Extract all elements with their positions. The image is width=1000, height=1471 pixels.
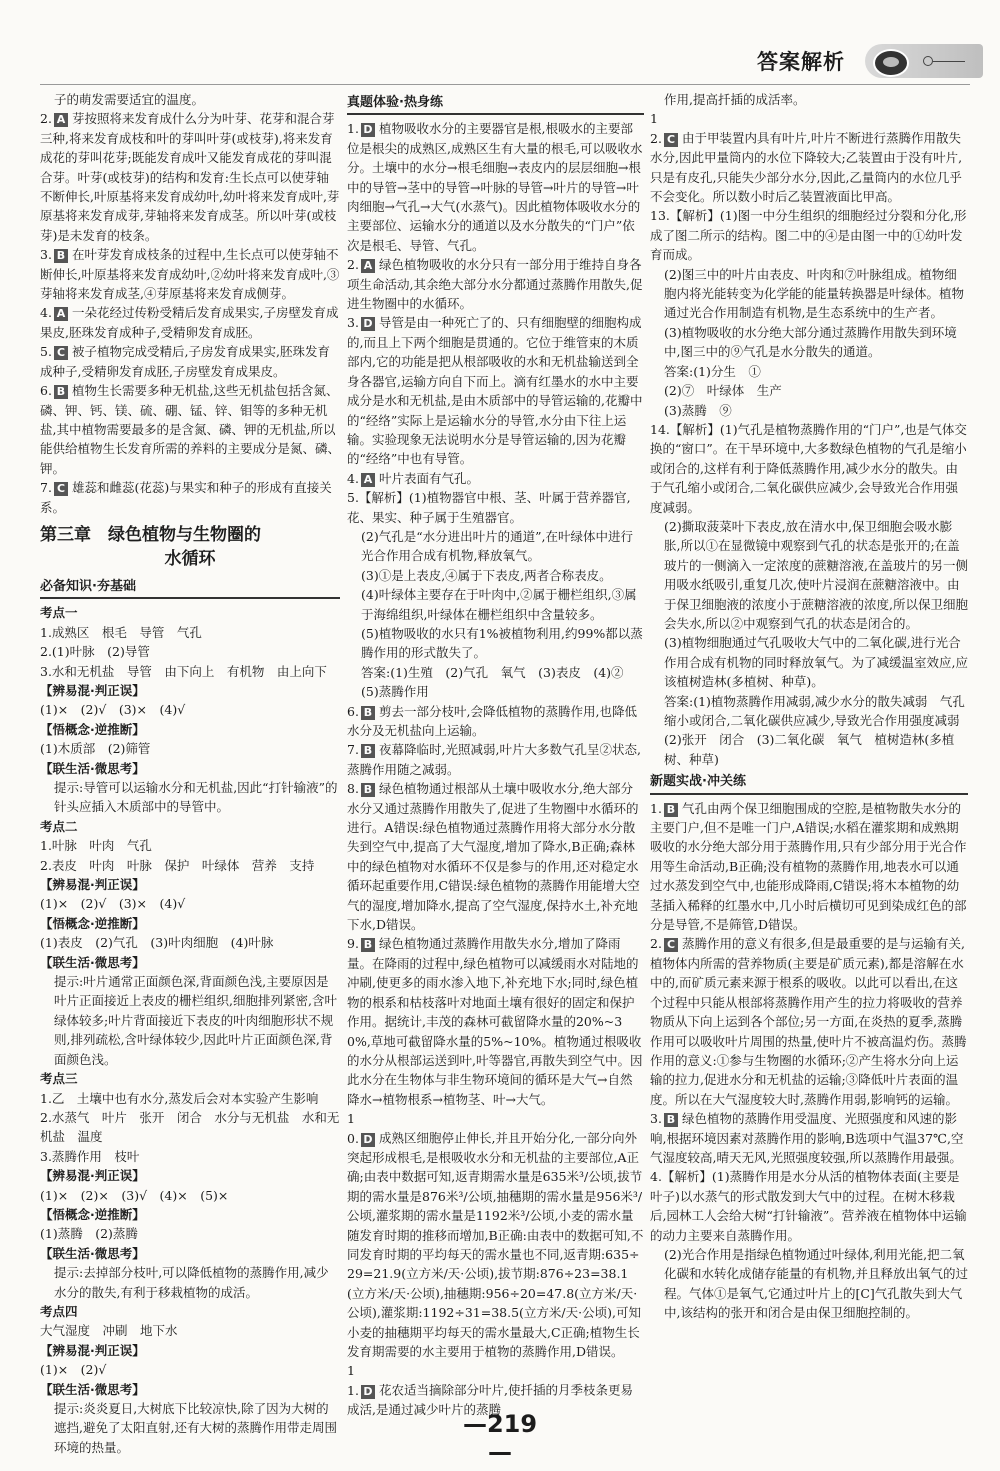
answer-key: B	[54, 385, 68, 399]
item-number: 2.	[347, 257, 359, 273]
item-text: (3)植物吸收的水分绝大部分通过蒸腾作用散失到环境中,图三中的⑨气孔是水分散失的通道。	[664, 324, 957, 360]
item-text: (1)× (2)× (3)√ (4)× (5)×	[40, 1187, 229, 1203]
answer-item	[40, 381, 340, 478]
item-number: 4.	[347, 470, 359, 486]
key-icon	[923, 56, 967, 66]
section-tag: 【联生活·微思考】	[40, 1381, 145, 1397]
key-point-title: 考点四	[40, 1303, 78, 1319]
answer-item	[650, 799, 968, 935]
item-text: 13.【解析】(1)图一中分生组织的细胞经过分裂和分化,形成了图二所示的结构。图二中的④是由图一中的①幼叶发育而成。	[650, 208, 967, 263]
answer-item	[40, 245, 340, 303]
text-line	[40, 700, 340, 719]
text-line	[650, 633, 968, 691]
item-number: 9.	[347, 936, 359, 952]
text-line	[40, 836, 340, 855]
answer-item	[347, 469, 644, 488]
item-text: 提示:炎炎夏日,大树底下比较凉快,除了因为大树的遮挡,避免了太阳直射,还有大树的蒸腾作用带走周围环境的热量。	[54, 1401, 337, 1455]
item-text: (1)表皮 (2)气孔 (3)叶肉细胞 (4)叶脉	[40, 935, 274, 951]
item-text: 2.(1)叶脉 (2)导管	[40, 644, 150, 660]
item-text: (4)叶绿体主要存在于叶肉中,②属于栅栏组织,③属于海绵组织,叶绿体在栅栏组织中含量较多。	[361, 587, 637, 622]
item-number: 1.	[347, 121, 359, 137]
section-tag: 【辨易混·判正误】	[40, 877, 145, 893]
text-line	[650, 90, 968, 109]
item-text: 被子植物完成受精后,子房发育成果实,胚珠发育成种子,受精卵发育成胚,子房壁发育成果皮。	[40, 344, 330, 379]
item-text: 绿色植物通过根部从土壤中吸收水分,绝大部分水分又通过蒸腾作用散失了,促进了生物圈中水循环的进行。A错误:绿色植物通过蒸腾作用将大部分水分散失到空气中,提高了大气湿度,增加了降水,B正确;森林中的绿色植物对水循环不仅是参与的作用,还对稳定水循环起重要作用,C错误:绿色植物的蒸腾作用能增大空气的湿度,增加降水,提高了空气湿度,保持水土,补充地下水,D错误。	[347, 781, 640, 933]
answer-item	[40, 478, 340, 517]
item-text: (1)× (2)√ (3)× (4)√	[40, 702, 186, 718]
text-line	[650, 206, 968, 264]
section-heading: 真题体验·热身练	[347, 93, 644, 115]
item-number: 7.	[347, 742, 359, 758]
text-line	[650, 1167, 968, 1245]
text-line	[40, 1399, 340, 1457]
item-number: 11.	[347, 1363, 359, 1398]
answer-key: B	[361, 744, 375, 758]
answer-item	[347, 313, 644, 468]
item-text: 1.乙 土壤中也有水分,蒸发后会对本实验产生影响	[40, 1090, 319, 1106]
item-number: 4.	[40, 305, 52, 321]
key-point-title: 考点二	[40, 818, 78, 834]
answer-item	[347, 740, 644, 779]
text-line	[40, 1108, 340, 1147]
text-line	[40, 894, 340, 913]
item-text: (2)⑦ 叶绿体 生产	[664, 383, 782, 399]
item-text: 4.【解析】(1)蒸腾作用是水分从活的植物体表面(主要是叶子)以水蒸气的形式散发到大气中的过程。在树木移栽后,园林工人会给大树“打针输液”。营养液在植物体中运输的动力主要来自蒸腾作用。	[650, 1169, 967, 1243]
text-line	[650, 692, 972, 770]
answer-key: D	[361, 1385, 375, 1399]
item-text: 夜幕降临时,光照减弱,叶片大多数气孔呈②状态,蒸腾作用随之减弱。	[347, 742, 641, 777]
item-text: 绿色植物吸收的水分只有一部分用于维持自身各项生命活动,其余绝大部分水分都通过蒸腾作用散失,促进生物圈中的水循环。	[347, 257, 643, 312]
item-text: 雄蕊和雌蕊(花蕊)与果实和种子的形成有直接关系。	[40, 480, 332, 515]
text-line	[40, 1360, 340, 1379]
text-line	[40, 642, 340, 661]
section-tag: 【悟概念·逆推断】	[40, 721, 145, 737]
answer-item	[347, 779, 644, 934]
item-text: 3.水和无机盐 导管 由下向上 有机物 由上向下	[40, 663, 327, 679]
column-right	[650, 90, 972, 1323]
answer-key: A	[54, 307, 68, 321]
item-number: 2.	[650, 936, 662, 952]
key-point-title: 考点一	[40, 605, 78, 621]
text-line	[40, 1089, 340, 1108]
logo-icon	[873, 49, 909, 77]
section-tag: 【辨易混·判正误】	[40, 1342, 145, 1358]
item-number: 3.	[650, 1111, 662, 1127]
answer-key: C	[664, 133, 678, 147]
item-text: 1.成熟区 根毛 导管 气孔	[40, 624, 202, 640]
item-text: 1.叶脉 叶肉 气孔	[40, 838, 152, 854]
item-text: 芽按照将来发育成什么分为叶芽、花芽和混合芽三种,将来发育成枝和叶的芽叫叶芽(或枝芽),将来发育成花的芽叫花芽;既能发育成叶又能发育成花的芽叫混合芽。叶芽(或枝芽)的结构和发育:生长点可以使芽轴不断伸长,叶原基将来发育成幼叶,幼叶将来发育成叶,芽原基将来发育成芽,芽轴将来发育成茎。所以叶芽(或枝芽)是未发育的枝条。	[40, 111, 340, 243]
item-text: (2)图三中的叶片由表皮、叶肉和⑦叶脉组成。植物细胞内将光能转变为化学能的能量转换器是叶绿体。植物通过光合作用制造有机物,是生态系统中的生产者。	[664, 266, 965, 321]
item-text: 蒸腾作用的意义有很多,但是最重要的是与运输有关,植物体内所需的营养物质(主要是矿质元素),都是溶解在水中的,而矿质元素来源于根系的吸收。以此可以看出,在这个过程中只能从根部将蒸腾作用产生的拉力将吸收的营养物质从下向上运到各个部位;另一方面,在炎热的夏季,蒸腾作用可以吸收叶片周围的热量,使叶片不被高温灼伤。蒸腾作用的意义:①参与生物圈的水循环;②产生将水分向上运输的拉力,促进水分和无机盐的运输;③降低叶片表面的温度。所以在大气湿度较大时,蒸腾作用弱,影响钙的运输。	[650, 936, 967, 1107]
answer-item	[347, 1109, 644, 1361]
text-line	[40, 90, 340, 109]
answer-key: C	[664, 938, 678, 952]
answer-item	[650, 109, 968, 206]
header-title: 答案解析	[757, 50, 845, 74]
answer-key: B	[664, 1113, 678, 1127]
section-tag: 【联生活·微思考】	[40, 1245, 145, 1261]
text-line	[650, 323, 968, 362]
item-text: 植物生长需要多种无机盐,这些无机盐包括含氮、磷、钾、钙、镁、硫、硼、锰、锌、钼等的多种无机盐,其中植物需要最多的是含氮、磷、钾的无机盐,所以能供给植物生长发育所需的养料的主要成分是氮、磷、钾。	[40, 383, 341, 476]
answer-key: D	[361, 1133, 375, 1147]
item-number: 10.	[347, 1111, 359, 1146]
item-text: 3.蒸腾作用 枝叶	[40, 1148, 140, 1164]
item-text: 提示:叶片通常正面颜色深,背面颜色浅,主要原因是叶片正面接近上表皮的栅栏组织,细胞排列紧密,含叶绿体较多;叶片背面接近下表皮的叶肉细胞形状不规则,排列疏松,含叶绿体较少,因此叶片正面颜色深,背面颜色浅。	[54, 974, 337, 1067]
text-line	[347, 663, 644, 702]
item-text: 提示:去掉部分枝叶,可以降低植物的蒸腾作用,减少水分的散失,有利于移栽植物的成活。	[54, 1265, 329, 1300]
answer-item	[347, 702, 644, 741]
item-text: 气孔由两个保卫细胞围成的空腔,是植物散失水分的主要门户,但不是唯一门户,A错误;水稻在灌浆期和成熟期吸收的水分绝大部分用于蒸腾作用,只有少部分用于光合作用等生命活动,B正确;没有植物的蒸腾作用,地表水可以通过水蒸发到空气中,也能形成降雨,C错误;将木本植物的幼茎插入稀释的红墨水中,几小时后横切可见到染成红色的部分是导管,不是筛管,D错误。	[650, 800, 967, 933]
text-line	[650, 265, 968, 323]
text-line	[347, 527, 644, 566]
item-text: (2)光合作用是指绿色植物通过叶绿体,利用光能,把二氧化碳和水转化成储存能量的有机物,并且释放出氧气的过程。气体①是氧气,它通过叶片上的[C]气孔散失到大气中,该结构的张开和闭合是由保卫细胞控制的。	[664, 1246, 968, 1321]
key-point-title: 考点三	[40, 1071, 78, 1087]
text-line	[40, 1321, 340, 1340]
answer-key: C	[54, 346, 68, 360]
item-text: 子的萌发需要适宜的温度。	[54, 92, 205, 107]
text-line	[40, 739, 340, 758]
item-text: (1)× (2)√	[40, 1362, 107, 1378]
section-tag: 【悟概念·逆推断】	[40, 915, 145, 931]
item-text: 成熟区细胞停止伸长,并且开始分化,一部分向外突起形成根毛,是根吸收水分和无机盐的主要部位,A正确;由表中数据可知,返青期需水量是635米³/公顷,拔节期的需水量是876米³/公顷,抽穗期的需水量是956米³/公顷,灌浆期的需水量是1192米³/公顷,小麦的需水量随发育时期的推移而增加,B正确:由表中的数据可知,不同发育时期的平均每天的需水量也不同,返青期:635÷29=21.9(立方米/天·公顷),拔节期:876÷23=38.1(立方米/天·公顷),抽穗期:956÷20=47.8(立方米/天·公顷),灌浆期:1192÷31=38.5(立方米/天·公顷),可知小麦的抽穗期平均每天的需水量最大,C正确;植物生长发育期需要的水主要用于植物的蒸腾作用,D错误。	[347, 1130, 644, 1359]
item-number: 6.	[40, 383, 52, 399]
chapter-title-sub: 水循环	[164, 548, 216, 569]
answer-item	[40, 303, 340, 342]
header-rule	[40, 84, 970, 85]
item-text: (3)①是上表皮,④属于下表皮,两者合称表皮。	[361, 567, 612, 583]
text-line	[40, 1263, 340, 1302]
item-text: 提示:导管可以运输水分和无机盐,因此“打针输液”的针头应插入木质部中的导管中。	[54, 780, 338, 815]
text-line	[40, 623, 340, 642]
column-left	[40, 90, 340, 1457]
item-number: 8.	[347, 781, 359, 797]
answer-key: B	[664, 803, 678, 817]
item-text: 2.水蒸气 叶片 张开 闭合 水分与无机盐 水和无机盐 温度	[40, 1109, 340, 1145]
text-line	[650, 517, 968, 633]
item-text: (2)撕取菠菜叶下表皮,放在清水中,保卫细胞会吸水膨胀,所以①在显微镜中观察到气孔的状态是张开的;在盖玻片的一侧滴入一定浓度的蔗糖溶液,在盖玻片的另一侧用吸水纸吸引,重复几次,使叶片浸润在蔗糖溶液中。由于保卫细胞液的浓度小于蔗糖溶液的浓度,所以保卫细胞会失水,所以②中观察到气孔的状态是闭合的。	[664, 518, 968, 631]
text-line	[347, 624, 644, 663]
item-number: 1.	[650, 800, 662, 816]
answer-key: D	[361, 123, 375, 137]
answer-item	[650, 934, 968, 1109]
answer-key: A	[361, 259, 375, 273]
answer-item	[650, 1109, 968, 1167]
column-middle	[347, 90, 644, 1420]
answer-item	[40, 342, 340, 381]
item-text: 大气湿度 冲刷 地下水	[40, 1323, 178, 1339]
item-text: 作用,提高扦插的成活率。	[664, 92, 806, 107]
text-line	[347, 585, 644, 624]
item-text: (3)蒸腾 ⑨	[664, 402, 732, 418]
answer-key: B	[54, 249, 68, 263]
text-line	[40, 1147, 340, 1166]
answer-key: B	[361, 706, 375, 720]
text-line	[650, 362, 968, 381]
section-tag: 【联生活·微思考】	[40, 760, 145, 776]
text-line	[40, 662, 340, 681]
item-text: (1)蒸腾 (2)蒸腾	[40, 1226, 138, 1242]
item-text: 绿色植物通过蒸腾作用散失水分,增加了降雨量。在降雨的过程中,绿色植物可以减缓雨水对陆地的冲刷,使更多的雨水渗入地下,补充地下水;同时,绿色植物的根系和枯枝落叶对地面土壤有很好的固定和保护作用。据统计,丰茂的森林可截留降水量的20%~30%,草地可截留降水量的5%~10%。植物通过根吸收的水分从根部运送到叶,叶等器官,再散失到空气中。因此水分在生物体与非生物环境间的循环是大气→自然降水→植物根系→植物茎、叶→大气。	[347, 936, 643, 1107]
item-number: 7.	[40, 480, 52, 496]
answer-key: D	[361, 317, 375, 331]
section-heading: 新题实战·冲关练	[650, 772, 968, 794]
text-line	[40, 933, 340, 952]
section-tag: 【辨易混·判正误】	[40, 1168, 145, 1184]
chapter-title	[40, 523, 340, 571]
item-text: 植物吸收水分的主要器官是根,根吸水的主要部位是根尖的成熟区,成熟区生有大量的根毛,可以吸收水分。土壤中的水分→根毛细胞→表皮内的层层细胞→根中的导管→茎中的导管→叶脉的导管→叶片的导管→叶肉细胞→气孔→大气(水蒸气)。因此植物体吸收水分的主要部位、运输水分的通道以及水分散失的“门户”依次是根毛、导管、气孔。	[347, 121, 643, 253]
item-text: 2.表皮 叶肉 叶脉 保护 叶绿体 营养 支持	[40, 857, 315, 873]
answer-key: A	[361, 473, 375, 487]
section-tag: 【辨易混·判正误】	[40, 682, 145, 698]
item-text: 由于甲装置内具有叶片,叶片不断进行蒸腾作用散失水分,因此甲量筒内的水位下降较大;乙装置由于没有叶片,只是有皮孔,只能失少部分水分,因此,乙量筒内的水位几乎不会变化。所以数小时后乙装置液面比甲高。	[650, 130, 963, 205]
answer-item	[347, 934, 644, 1109]
item-text: 花农适当摘除部分叶片,使扦插的月季枝条更易成活,是通过减少叶片的蒸腾	[347, 1382, 633, 1418]
item-text: 在叶芽发育成枝条的过程中,生长点可以使芽轴不断伸长,叶原基将来发育成幼叶,②幼叶将来发育成叶,③芽轴将来发育成茎,④芽原基将来发育成侧芽。	[40, 247, 340, 302]
item-number: 6.	[347, 703, 359, 719]
item-text: 答案:(1)分生 ①	[664, 363, 761, 379]
text-line	[40, 1186, 340, 1205]
text-line	[40, 856, 340, 875]
item-text: 一朵花经过传粉受精后发育成果实,子房壁发育成果皮,胚珠发育成种子,受精卵发育成胚。	[40, 305, 339, 340]
item-text: 5.【解析】(1)植物器官中根、茎、叶属于营养器官,花、果实、种子属于生殖器官。	[347, 490, 631, 525]
answer-key: B	[361, 783, 375, 797]
page-header	[0, 0, 1000, 86]
item-text: (3)植物细胞通过气孔吸收大气中的二氧化碳,进行光合作用合成有机物的同时释放氧气。为了减缓温室效应,应该植树造林(多植树、种草)。	[664, 635, 968, 690]
page-number: —219—	[462, 1410, 538, 1466]
answer-item	[347, 119, 644, 255]
text-line	[40, 1224, 340, 1243]
item-number: 2.	[40, 111, 52, 127]
item-text: 导管是由一种死亡了的、只有细胞壁的细胞构成的,而且上下两个细胞是贯通的。它位于维管束的木质部内,它的功能是把从根部吸收的水和无机盐输送到全身各器官,运输方向自下而上。滴有红墨水的水中主要成分是水和无机盐,是由木质部中的导管运输的,花瓣中的“经络”实际上是运输水分的导管,水分由下往上运输。实验现象无法说明水分是导管运输的,因为花瓣的“经络”中也有导管。	[347, 315, 643, 467]
answer-item	[40, 109, 340, 245]
item-number: 3.	[347, 315, 359, 331]
item-text: 绿色植物的蒸腾作用受温度、光照强度和风速的影响,根据环境因素对蒸腾作用的影响,B选项中气温37℃,空气湿度较高,晴天无风,光照强度较强,所以蒸腾作用最强。	[650, 1111, 964, 1165]
item-text: 剪去一部分枝叶,会降低植物的蒸腾作用,也降低水分及无机盐向上运输。	[347, 703, 637, 738]
item-text: 14.【解析】(1)气孔是植物蒸腾作用的“门户”,也是气体交换的“窗口”。在干旱环境中,大多数绿色植物的气孔是缩小或闭合的,这样有利于降低蒸腾作用,减少水分的散失。由于气孔缩小或闭合,二氧化碳供应减少,会导致光合作用强度减弱。	[650, 421, 967, 515]
text-line	[347, 488, 644, 527]
text-line	[650, 401, 968, 420]
item-text: (2)气孔是“水分进出叶片的通道”,在叶绿体中进行光合作用合成有机物,释放氧气。	[361, 528, 633, 564]
section-tag: 【悟概念·逆推断】	[40, 1206, 145, 1222]
text-line	[650, 381, 968, 400]
answer-item	[347, 255, 644, 313]
item-text: (1)× (2)√ (3)× (4)√	[40, 896, 186, 912]
text-line	[347, 566, 644, 585]
header-badge	[865, 44, 983, 78]
item-text: 答案:(1)植物蒸腾作用减弱,减少水分的散失减弱 气孔缩小或闭合,二氧化碳供应减少,导致光合作用强度减弱 (2)张开 闭合 (3)二氧化碳 氧气 植树造林(多植树、种草)	[664, 693, 972, 767]
item-text: 叶片表面有气孔。	[379, 470, 480, 486]
item-number: 3.	[40, 247, 52, 263]
text-line	[650, 420, 968, 517]
item-text: (5)植物吸收的水只有1%被植物利用,约99%都以蒸腾作用的形式散失了。	[361, 625, 643, 661]
text-line	[40, 778, 340, 817]
text-line	[40, 972, 340, 1069]
answer-key: A	[54, 113, 68, 127]
item-number: 12.	[650, 111, 662, 146]
item-number: 5.	[40, 344, 52, 360]
item-text: (1)木质部 (2)筛管	[40, 741, 151, 757]
text-line	[650, 1245, 968, 1323]
answer-key: B	[361, 938, 375, 952]
item-text: 答案:(1)生殖 (2)气孔 氧气 (3)表皮 (4)② (5)蒸腾作用	[361, 664, 637, 700]
chapter-title-main: 第三章 绿色植物与生物圈的	[40, 524, 261, 545]
section-tag: 【联生活·微思考】	[40, 954, 145, 970]
section-heading: 必备知识·夯基础	[40, 577, 340, 599]
answer-key: C	[54, 482, 68, 496]
